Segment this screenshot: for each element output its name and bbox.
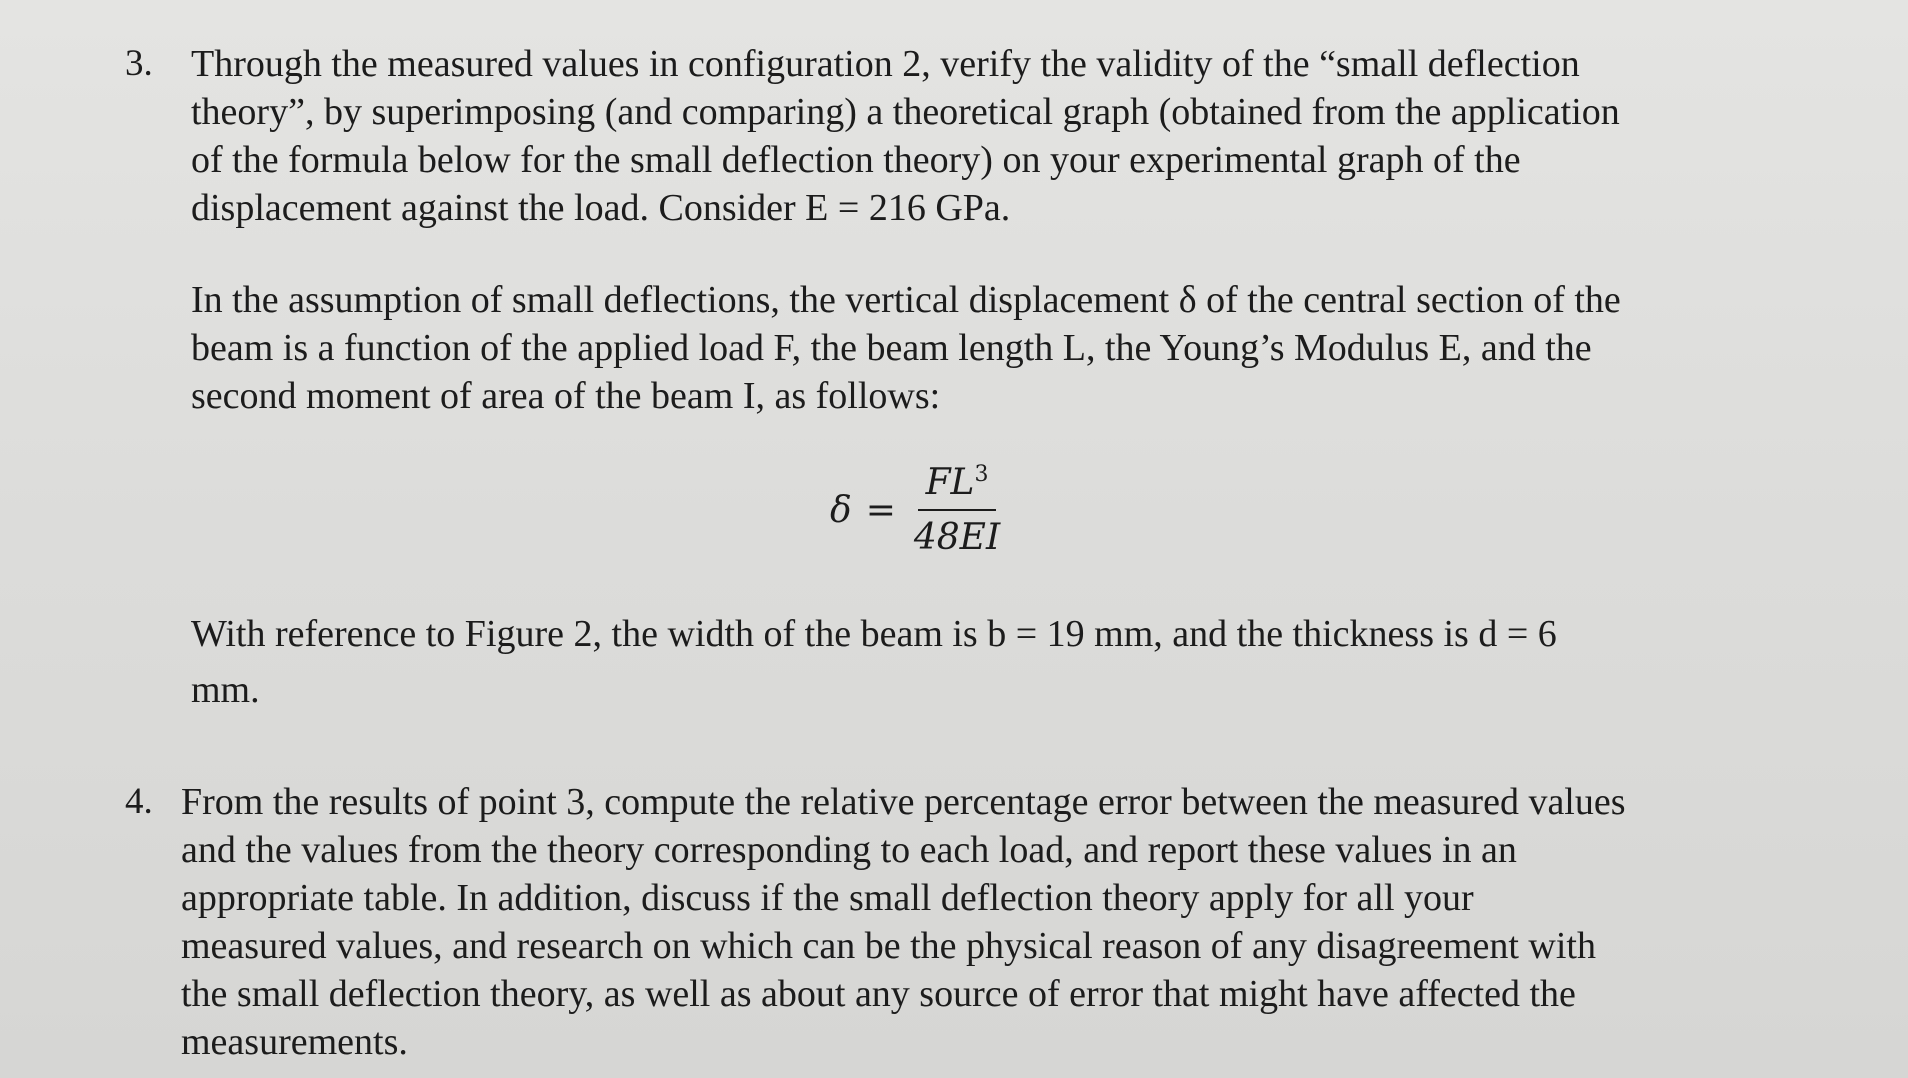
question-3-paragraph-1: [191, 40, 1771, 232]
text-line: mm.: [191, 669, 260, 711]
formula-lhs: δ: [830, 489, 852, 531]
text-line: of the formula below for the small deflection theory) on your experimental graph of the: [191, 139, 1521, 181]
text-line: displacement against the load. Consider E = 216 GPa.: [191, 187, 1011, 229]
question-4-number: 4.: [125, 781, 153, 822]
text-line: appropriate table. In addition, discuss if the small deflection theory apply for all your: [181, 877, 1474, 919]
deflection-formula: [830, 462, 1000, 558]
text-line: In the assumption of small deflections, the vertical displacement δ of the central section of the: [191, 279, 1621, 321]
numerator-text: FL: [925, 462, 975, 503]
formula-denominator: 48EI: [913, 517, 1001, 558]
text-line: theory”, by superimposing (and comparing) a theoretical graph (obtained from the application: [191, 91, 1620, 133]
formula-numerator: [918, 462, 997, 511]
text-line: With reference to Figure 2, the width of the beam is b = 19 mm, and the thickness is d = 6: [191, 613, 1557, 655]
text-line: second moment of area of the beam I, as follows:: [191, 375, 941, 417]
text-line: measurements.: [181, 1021, 408, 1063]
text-line: the small deflection theory, as well as about any source of error that might have affected the: [181, 973, 1576, 1015]
text-line: beam is a function of the applied load F, the beam length L, the Young’s Modulus E, and the: [191, 327, 1592, 369]
question-3-paragraph-3: [191, 610, 1771, 714]
text-line: From the results of point 3, compute the relative percentage error between the measured values: [181, 781, 1626, 823]
text-line: Through the measured values in configuration 2, verify the validity of the “small deflection: [191, 43, 1580, 85]
numerator-exponent: 3: [974, 462, 989, 487]
text-line: and the values from the theory corresponding to each load, and report these values in an: [181, 829, 1517, 871]
question-3-number: 3.: [125, 43, 153, 84]
question-4-paragraph: [181, 778, 1761, 1066]
text-line: measured values, and research on which can be the physical reason of any disagreement with: [181, 925, 1596, 967]
formula-fraction: [914, 462, 1000, 558]
formula-equals: =: [865, 489, 896, 531]
question-3-paragraph-2: [191, 276, 1771, 420]
